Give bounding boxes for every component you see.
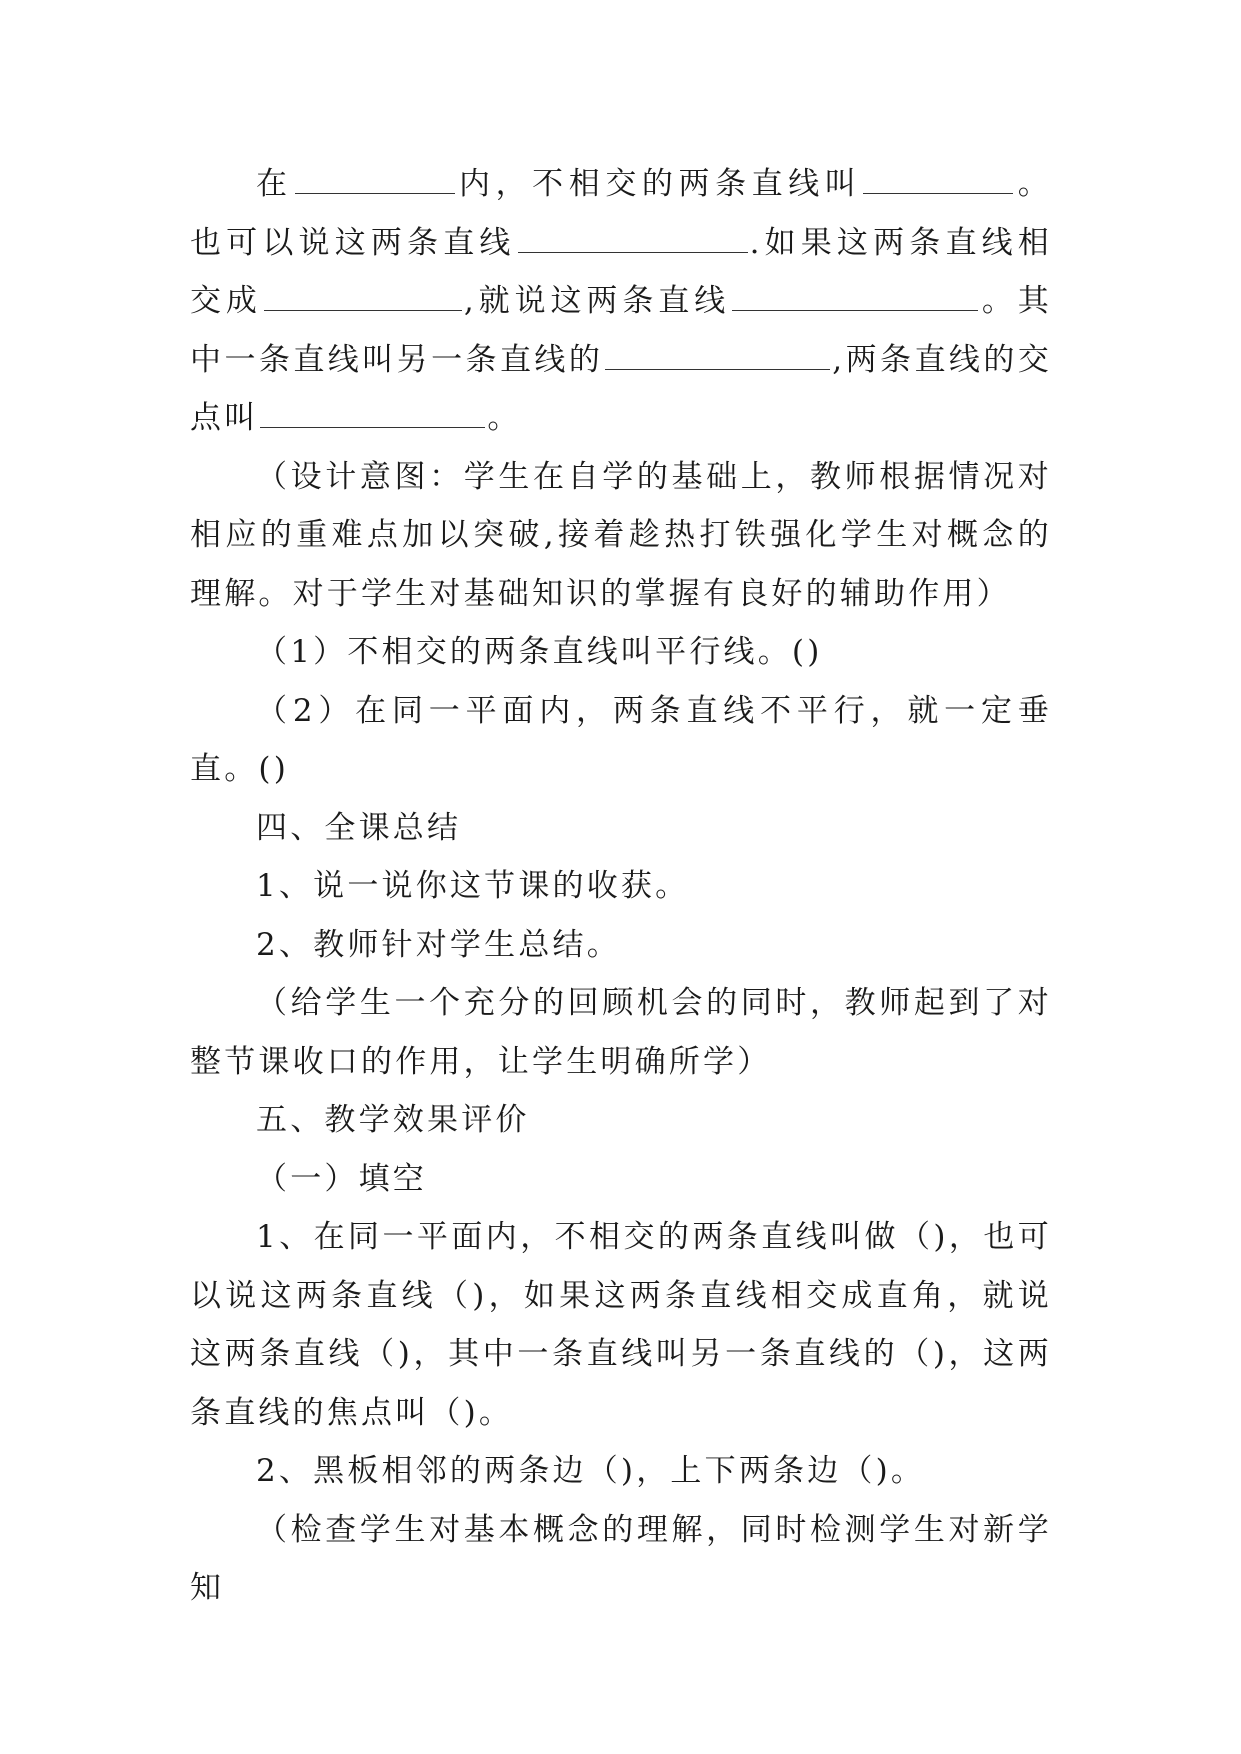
section-heading-evaluation: 五、教学效果评价 [256,1102,530,1138]
design-intent-note: （设计意图：学生在自学的基础上，教师根据情况对相应的重难点加以突破,接着趁热打铁强化学生对概念的理解。对于学生对基础知识的掌握有良好的辅助作用） [190,458,1052,612]
true-false-item-1: （1）不相交的两条直线叫平行线。() [256,634,823,670]
summary-note: （给学生一个充分的回顾机会的同时，教师起到了对整节课收口的作用，让学生明确所学） [190,985,1052,1080]
text-segment: 。其中一条直线叫另一条直线的 [190,283,1052,378]
text-segment: 在 [256,166,293,202]
summary-item-2: 2、教师针对学生总结。 [256,926,621,963]
subsection-heading-fill: （一）填空 [256,1160,427,1197]
text-segment: ,就说这两条直线 [463,283,731,319]
blank-line [264,280,462,311]
text-segment: 。也可以说这两条直线 [190,166,1053,261]
text-segment: ,两条直线的交点叫 [190,341,1052,436]
blank-line [732,280,978,311]
text-segment: 内，不相交的两条直线叫 [456,166,862,202]
document-page [190,155,1052,1618]
section-heading-summary: 四、全课总结 [256,809,462,846]
blank-line [518,222,748,253]
fill-question-1: 1、在同一平面内，不相交的两条直线叫做（)，也可以说这两条直线（)，如果这两条直线相交成直角，就说这两条直线（)，其中一条直线叫另一条直线的（)，这两条直线的焦点叫（)。 [190,1219,1052,1431]
blank-line [863,163,1013,194]
text-segment: .如果这两条直线相交成 [190,224,1052,319]
summary-item-1: 1、说一说你这节课的收获。 [256,868,690,904]
fill-in-blank-paragraph [190,155,1052,448]
check-note: （检查学生对基本概念的理解，同时检测学生对新学知 [190,1511,1052,1606]
blank-line [260,397,485,428]
true-false-item-2: （2）在同一平面内，两条直线不平行，就一定垂直。() [190,692,1052,787]
text-segment: 。 [487,400,522,436]
fill-question-2: 2、黑板相邻的两条边（)，上下两条边（)。 [256,1453,926,1489]
blank-line [605,339,830,370]
blank-line [295,163,455,194]
